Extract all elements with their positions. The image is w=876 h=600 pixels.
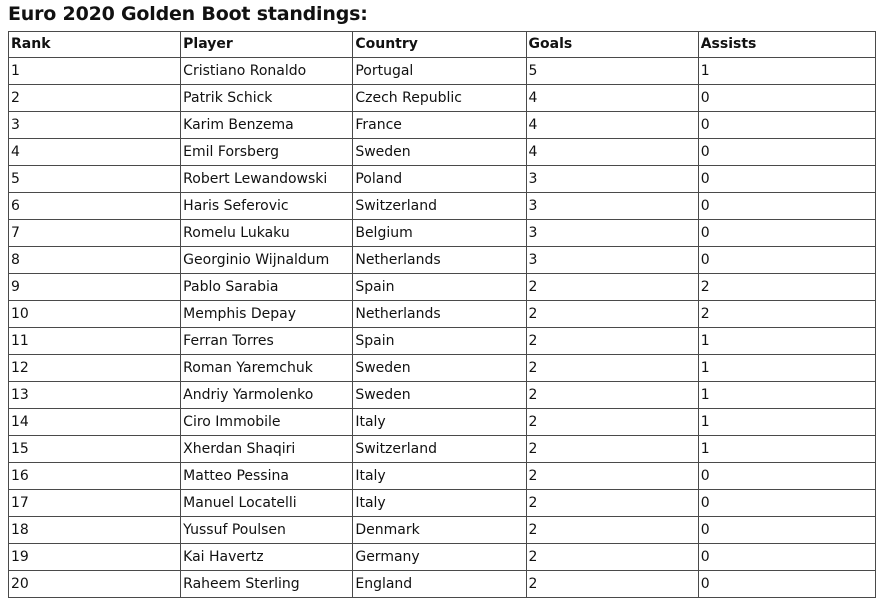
player-cell: Karim Benzema <box>181 112 353 139</box>
table-row <box>9 544 876 571</box>
country-cell: Italy <box>353 463 526 490</box>
table-row <box>9 355 876 382</box>
rank-cell: 7 <box>9 220 181 247</box>
table-row <box>9 58 876 85</box>
goals-cell: 2 <box>526 301 698 328</box>
country-cell: Poland <box>353 166 526 193</box>
rank-cell: 20 <box>9 571 181 598</box>
country-cell: Czech Republic <box>353 85 526 112</box>
rank-cell: 11 <box>9 328 181 355</box>
table-row <box>9 112 876 139</box>
player-cell: Kai Havertz <box>181 544 353 571</box>
assists-cell: 0 <box>698 139 875 166</box>
country-cell: Denmark <box>353 517 526 544</box>
country-cell: Belgium <box>353 220 526 247</box>
player-cell: Robert Lewandowski <box>181 166 353 193</box>
page-title: Euro 2020 Golden Boot standings: <box>8 3 368 25</box>
goals-cell: 3 <box>526 166 698 193</box>
country-cell: Sweden <box>353 382 526 409</box>
rank-cell: 13 <box>9 382 181 409</box>
assists-cell: 1 <box>698 382 875 409</box>
player-cell: Raheem Sterling <box>181 571 353 598</box>
table-row <box>9 436 876 463</box>
rank-cell: 16 <box>9 463 181 490</box>
country-cell: Germany <box>353 544 526 571</box>
player-cell: Georginio Wijnaldum <box>181 247 353 274</box>
table-row <box>9 301 876 328</box>
country-cell: England <box>353 571 526 598</box>
player-cell: Pablo Sarabia <box>181 274 353 301</box>
rank-cell: 14 <box>9 409 181 436</box>
column-header-goals: Goals <box>526 32 698 58</box>
table-row <box>9 463 876 490</box>
player-cell: Andriy Yarmolenko <box>181 382 353 409</box>
assists-cell: 0 <box>698 85 875 112</box>
table-row <box>9 274 876 301</box>
country-cell: Sweden <box>353 355 526 382</box>
country-cell: Spain <box>353 274 526 301</box>
goals-cell: 2 <box>526 517 698 544</box>
rank-cell: 15 <box>9 436 181 463</box>
player-cell: Patrik Schick <box>181 85 353 112</box>
table-row <box>9 382 876 409</box>
rank-cell: 9 <box>9 274 181 301</box>
player-cell: Matteo Pessina <box>181 463 353 490</box>
rank-cell: 18 <box>9 517 181 544</box>
rank-cell: 6 <box>9 193 181 220</box>
country-cell: Spain <box>353 328 526 355</box>
table-row <box>9 247 876 274</box>
column-header-player: Player <box>181 32 353 58</box>
rank-cell: 12 <box>9 355 181 382</box>
assists-cell: 0 <box>698 166 875 193</box>
player-cell: Haris Seferovic <box>181 193 353 220</box>
assists-cell: 0 <box>698 247 875 274</box>
country-cell: Switzerland <box>353 193 526 220</box>
goals-cell: 2 <box>526 328 698 355</box>
assists-cell: 0 <box>698 517 875 544</box>
country-cell: Switzerland <box>353 436 526 463</box>
assists-cell: 1 <box>698 58 875 85</box>
goals-cell: 2 <box>526 463 698 490</box>
player-cell: Manuel Locatelli <box>181 490 353 517</box>
assists-cell: 0 <box>698 571 875 598</box>
goals-cell: 2 <box>526 436 698 463</box>
assists-cell: 1 <box>698 355 875 382</box>
player-cell: Cristiano Ronaldo <box>181 58 353 85</box>
goals-cell: 3 <box>526 247 698 274</box>
country-cell: Sweden <box>353 139 526 166</box>
table-row <box>9 517 876 544</box>
goals-cell: 2 <box>526 409 698 436</box>
rank-cell: 1 <box>9 58 181 85</box>
country-cell: Italy <box>353 409 526 436</box>
rank-cell: 19 <box>9 544 181 571</box>
assists-cell: 1 <box>698 436 875 463</box>
assists-cell: 0 <box>698 112 875 139</box>
country-cell: Portugal <box>353 58 526 85</box>
player-cell: Ciro Immobile <box>181 409 353 436</box>
table-row <box>9 220 876 247</box>
goals-cell: 4 <box>526 85 698 112</box>
country-cell: Netherlands <box>353 247 526 274</box>
country-cell: France <box>353 112 526 139</box>
table-row <box>9 571 876 598</box>
rank-cell: 17 <box>9 490 181 517</box>
rank-cell: 2 <box>9 85 181 112</box>
table-body <box>9 58 876 598</box>
assists-cell: 0 <box>698 544 875 571</box>
header-row <box>9 32 876 58</box>
goals-cell: 2 <box>526 544 698 571</box>
table-row <box>9 193 876 220</box>
assists-cell: 0 <box>698 490 875 517</box>
goals-cell: 4 <box>526 139 698 166</box>
table-header <box>9 32 876 58</box>
player-cell: Ferran Torres <box>181 328 353 355</box>
assists-cell: 0 <box>698 193 875 220</box>
country-cell: Italy <box>353 490 526 517</box>
assists-cell: 2 <box>698 301 875 328</box>
goals-cell: 2 <box>526 382 698 409</box>
rank-cell: 4 <box>9 139 181 166</box>
goals-cell: 2 <box>526 274 698 301</box>
table-row <box>9 409 876 436</box>
goals-cell: 3 <box>526 193 698 220</box>
assists-cell: 1 <box>698 328 875 355</box>
table-row <box>9 166 876 193</box>
goals-cell: 2 <box>526 571 698 598</box>
rank-cell: 3 <box>9 112 181 139</box>
goals-cell: 2 <box>526 490 698 517</box>
table-row <box>9 328 876 355</box>
assists-cell: 0 <box>698 220 875 247</box>
table-row <box>9 139 876 166</box>
player-cell: Emil Forsberg <box>181 139 353 166</box>
player-cell: Xherdan Shaqiri <box>181 436 353 463</box>
player-cell: Roman Yaremchuk <box>181 355 353 382</box>
assists-cell: 0 <box>698 463 875 490</box>
goals-cell: 2 <box>526 355 698 382</box>
assists-cell: 1 <box>698 409 875 436</box>
column-header-assists: Assists <box>698 32 875 58</box>
country-cell: Netherlands <box>353 301 526 328</box>
column-header-rank: Rank <box>9 32 181 58</box>
rank-cell: 8 <box>9 247 181 274</box>
player-cell: Romelu Lukaku <box>181 220 353 247</box>
assists-cell: 2 <box>698 274 875 301</box>
table-row <box>9 490 876 517</box>
rank-cell: 10 <box>9 301 181 328</box>
rank-cell: 5 <box>9 166 181 193</box>
table-row <box>9 85 876 112</box>
goals-cell: 4 <box>526 112 698 139</box>
player-cell: Yussuf Poulsen <box>181 517 353 544</box>
golden-boot-table <box>8 31 876 598</box>
column-header-country: Country <box>353 32 526 58</box>
goals-cell: 5 <box>526 58 698 85</box>
player-cell: Memphis Depay <box>181 301 353 328</box>
goals-cell: 3 <box>526 220 698 247</box>
